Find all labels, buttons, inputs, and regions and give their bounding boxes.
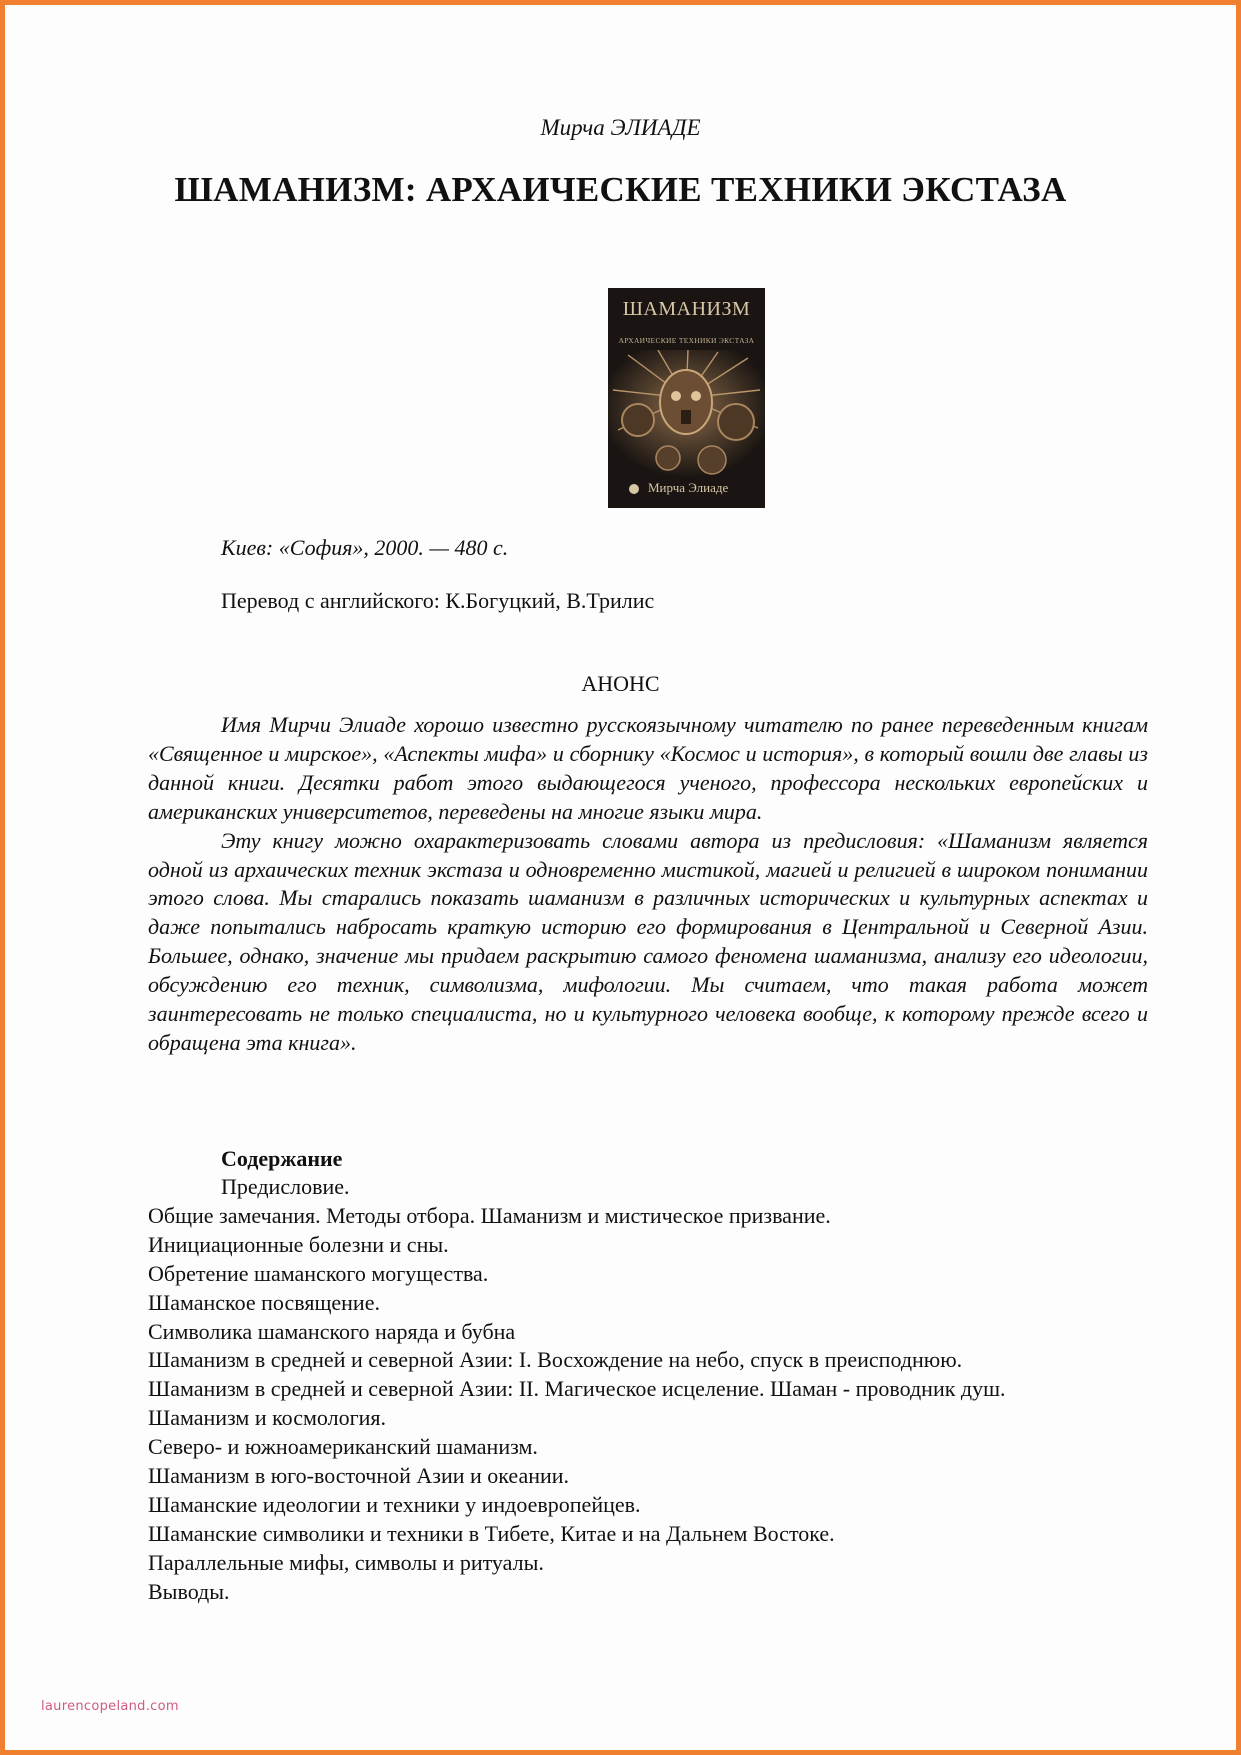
- cover-author: Мирча Элиаде: [648, 480, 729, 495]
- book-cover: [608, 288, 765, 508]
- cover-title: ШАМАНИЗМ: [622, 298, 751, 320]
- contents-item: Шаманизм в средней и северной Азии: I. Восхождение на небо, спуск в преисподнюю.: [148, 1347, 963, 1373]
- contents-item: Шаманское посвящение.: [148, 1289, 380, 1315]
- contents-item: Обретение шаманского могущества.: [148, 1260, 489, 1286]
- contents-item: Инициационные болезни и сны.: [148, 1231, 449, 1257]
- contents-item: Общие замечания. Методы отбора. Шаманизм и мистическое призвание.: [148, 1202, 831, 1228]
- annotation-heading: АНОНС: [581, 671, 660, 696]
- book-title: ШАМАНИЗМ: АРХАИЧЕСКИЕ ТЕХНИКИ ЭКСТАЗА: [174, 170, 1067, 209]
- contents-item: Символика шаманского наряда и бубна: [148, 1318, 516, 1344]
- publication-info: Киев: «София», 2000. — 480 с.: [221, 535, 509, 560]
- watermark: laurencopeland.com: [41, 1699, 179, 1714]
- translation-info: Перевод с английского: К.Богуцкий, В.Трилис: [221, 588, 655, 613]
- contents-item: Шаманские символики и техники в Тибете, Китае и на Дальнем Востоке.: [148, 1520, 835, 1546]
- cover-subtitle: АРХАИЧЕСКИЕ ТЕХНИКИ ЭКСТАЗА: [618, 336, 755, 345]
- contents-item: Выводы.: [148, 1578, 230, 1604]
- contents-item: Параллельные мифы, символы и ритуалы.: [148, 1549, 544, 1575]
- contents-item: Шаманизм в средней и северной Азии: II. Магическое исцеление. Шаман - проводник душ.: [148, 1376, 1006, 1402]
- annotation-paragraph: Имя Мирчи Элиаде хорошо известно русскоязычному читателю по ранее переведенным книгам «Священное и мирское», «Аспекты мифа» и сборнику «Космос и история», в который вошли две главы из данной книги. Десятки работ этого выдающегося ученого, профессора нескольких европейских и американских университетов, переведены на многие языки мира.: [148, 712, 1148, 824]
- contents-item: Северо- и южноамериканский шаманизм.: [148, 1434, 538, 1460]
- contents-heading: Содержание: [221, 1146, 343, 1171]
- contents-item: Предисловие.: [221, 1174, 350, 1199]
- contents-item: Шаманизм в юго-восточной Азии и океании.: [148, 1463, 570, 1489]
- contents-list: [148, 1173, 1208, 1607]
- cover-mask-illustration: [608, 350, 765, 478]
- publisher-logo-icon: [628, 483, 640, 495]
- contents-item: Шаманские идеологии и техники у индоевропейцев.: [148, 1491, 641, 1517]
- contents-item: Шаманизм и космология.: [148, 1405, 387, 1431]
- annotation-paragraph: Эту книгу можно охарактеризовать словами автора из предисловия: «Шаманизм является одной из архаических техник экстаза и одновременно мистикой, магией и религией в широком понимании этого слова. Мы старались показать шаманизм в различных исторических и культурных аспектах и даже попытались набросать краткую историю его формирования в Центральной и Северной Азии. Большее, однако, значение мы придаем раскрытию самого феномена шаманизма, анализу его идеологии, обсуждению его техник, символизма, мифологии. Мы считаем, что такая работа может заинтересовать не только специалиста, но и культурного человека вообще, к которому прежде всего и обращена эта книга».: [148, 827, 1148, 1055]
- author-name: Мирча ЭЛИАДЕ: [540, 115, 701, 140]
- annotation-text: [148, 711, 1148, 1058]
